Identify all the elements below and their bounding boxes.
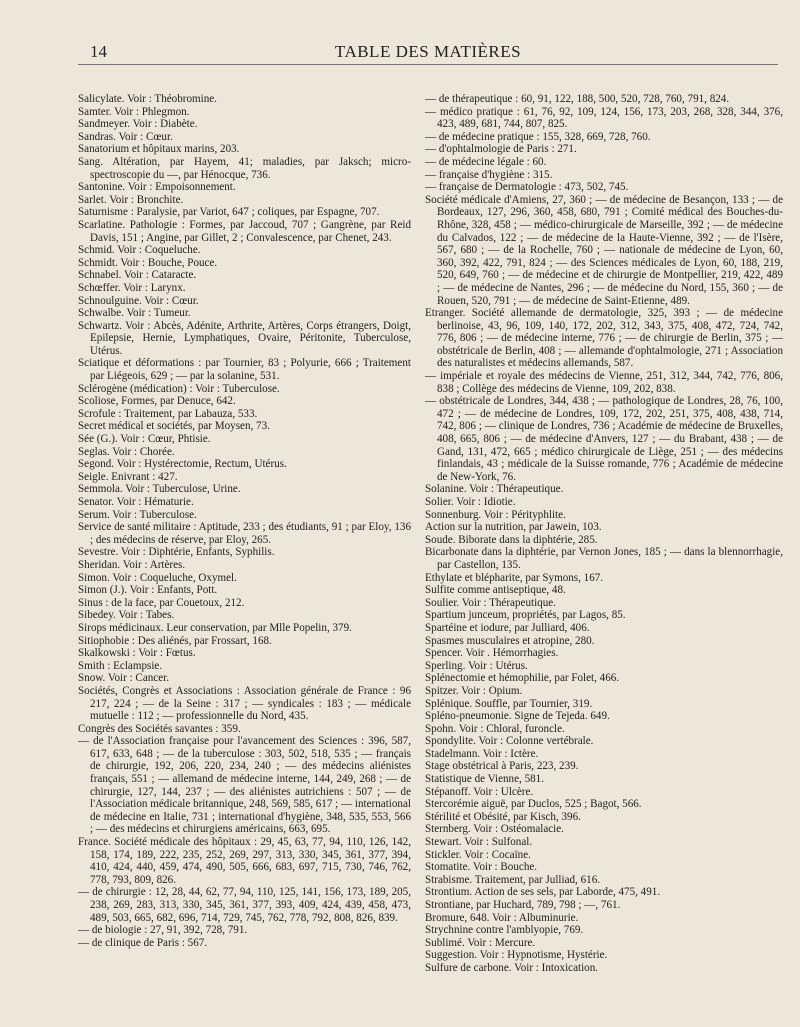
page-number: 14 xyxy=(90,42,107,61)
index-entry: Sciatique et déformations : par Tournier, 83 ; Polyurie, 666 ; Traitement par Liégeois, 629 ; — par la solanine, 531. xyxy=(78,357,411,383)
index-entry: — de chirurgie : 12, 28, 44, 62, 77, 94, 110, 125, 141, 156, 173, 189, 205, 238, 269, 283, 313, 330, 345, 361, 377, 393, 409, 424, 439, 458, 473, 489, 503, 665, 682, 696, 714, 729, 745, 762, 778, 792, 808, 826, 839. xyxy=(78,886,411,924)
index-entry: Schnoulguine. Voir : Cœur. xyxy=(78,294,199,307)
index-entry: Schmidt. Voir : Bouche, Pouce. xyxy=(78,256,218,269)
index-entry: Statistique de Vienne, 581. xyxy=(425,773,544,786)
index-entry: Stickler. Voir : Cocaïne. xyxy=(425,848,531,861)
index-entry: Spléno-pneumonie. Signe de Tejeda. 649. xyxy=(425,710,610,723)
index-entry: Sandmeyer. Voir : Diabète. xyxy=(78,118,198,131)
index-entry: Ethylate et blépharite, par Symons, 167. xyxy=(425,571,604,584)
index-entry: Semmola. Voir : Tuberculose, Urine. xyxy=(78,483,241,496)
index-entry: — de médecine légale : 60. xyxy=(425,155,547,168)
index-entry: Stomatite. Voir : Bouche. xyxy=(425,861,538,874)
index-entry: Senator. Voir : Hématurie. xyxy=(78,496,194,508)
index-entry: Strabisme. Traitement, par Julliad, 616. xyxy=(425,873,601,886)
index-entry: Spartium junceum, propriétés, par Lagos, 85. xyxy=(425,609,626,622)
index-entry: Splénectomie et hémophilie, par Folet, 466. xyxy=(425,672,620,685)
index-entry: Sevestre. Voir : Diphtérie, Enfants, Syphilis. xyxy=(78,546,275,559)
running-title: TABLE DES MATIÈRES xyxy=(334,42,522,61)
index-entry: Solier. Voir : Idiotie. xyxy=(425,496,516,508)
index-entry: Stercorémie aiguë, par Duclos, 525 ; Bagot, 566. xyxy=(425,798,642,811)
index-entry: — d'ophtalmologie de Paris : 271. xyxy=(425,143,577,156)
index-entry: Sociétés, Congrès et Associations : Association générale de France : 96 217, 224 ; — de la Seine : 317 ; — syndicales : 183 ; — médicale mutuelle : 112 ; — professionnelle du Nord, 435. xyxy=(78,684,411,723)
index-entry: Strychnine contre l'amblyopie, 769. xyxy=(425,924,584,937)
index-entry: Soulier. Voir : Thérapeutique. xyxy=(425,596,556,609)
index-entry: Salicylate. Voir : Théobromine. xyxy=(78,93,217,105)
index-entry: Spondylite. Voir : Colonne vertébrale. xyxy=(425,735,594,748)
index-entry: Schwartz. Voir : Abcès, Adénite, Arthrite, Artères, Corps étrangers, Doigt, Epilepsie, Hernie, Lymphatiques, Ovaire, Péritonite, Tuberculose, Utérus. xyxy=(78,319,411,357)
index-entry: Schwalbe. Voir : Tumeur. xyxy=(78,307,191,320)
index-entry: Suggestion. Voir : Hypnotisme, Hystérie. xyxy=(425,949,608,962)
index-entry: Samter. Voir : Phlegmon. xyxy=(78,105,190,118)
index-entry: Scoliose, Formes, par Denuce, 642. xyxy=(78,395,236,408)
index-entry: Snow. Voir : Cancer. xyxy=(78,672,170,685)
right-column xyxy=(425,93,783,975)
index-entry: Scarlatine. Pathologie : Formes, par Jaccoud, 707 ; Gangrène, par Reid Davis, 151 ; Angine, par Gillet, 2 ; Convalescence, par Chenet, 243. xyxy=(78,218,411,244)
index-entry: Seigle. Enivrant : 427. xyxy=(78,470,178,483)
index-entry: Service de santé militaire : Aptitude, 233 ; des étudiants, 91 ; par Eloy, 136 ; des médecins de réserve, par Eloy, 265. xyxy=(78,521,411,546)
index-entry: — médico pratique : 61, 76, 92, 109, 124, 156, 173, 203, 268, 328, 344, 376, 423, 489, 681, 744, 807, 825. xyxy=(425,105,783,131)
index-entry: — de l'Association française pour l'avancement des Sciences : 396, 587, 617, 633, 648 ; — de la tuberculose : 303, 502, 518, 535 ; — français de chirurgie, 192, 206, 220, 234, 240 ; — des médecins aliénistes français, 551 ; — allemand de médecine interne, 144, 249, 268 ; — de chirurgie, 127, 144, 237 ; — des aliénistes autrichiens : 507 ; — de l'Association médicale britannique, 248, 569, 585, 617 ; — international de médecine en Italie, 731 ; international d'hygiène, 348, 535, 553, 566 ; — des médecins et chirurgiens américains, 663, 695. xyxy=(78,735,411,836)
index-entry: Sarlet. Voir : Bronchite. xyxy=(78,193,184,206)
index-entry: — de médecine pratique : 155, 328, 669, 728, 760. xyxy=(425,130,651,143)
index-entry: Sheridan. Voir : Artères. xyxy=(78,558,186,571)
index-entry: Sitiophobie : Des aliénés, par Frossart, 168. xyxy=(78,634,272,647)
index-entry: Spasmes musculaires et atropine, 280. xyxy=(425,634,595,647)
index-entry: Sanatorium et hôpitaux marins, 203. xyxy=(78,143,240,156)
index-entry: Santonine. Voir : Empoisonnement. xyxy=(78,181,236,194)
index-entry: — obstétricale de Londres, 344, 438 ; — pathologique de Londres, 28, 76, 100, 472 ; — de médecine de Londres, 109, 172, 202, 251, 375, 408, 438, 714, 742, 806 ; — clinique de Londres, 736 ; Académie de médecine de Bruxelles, 408, 665, 806 ; — de médecine d'Anvers, 127 ; — du Brabant, 438 ; — de Gand, 131, 472, 665 ; médico chirurgicale de Liège, 251 ; — des médecins finlandais, 43 ; médicale de la Suisse romande, 776 ; Académie de médecine de New-York, 76. xyxy=(425,395,783,483)
index-entry: Simon (J.). Voir : Enfants, Pott. xyxy=(78,584,218,597)
index-entry: Scrofule : Traitement, par Labauza, 533. xyxy=(78,407,258,420)
index-entry: Spohn. Voir : Chloral, furoncle. xyxy=(425,722,565,735)
index-entry: Sulfure de carbone. Voir : Intoxication. xyxy=(425,961,599,974)
index-entry: Congrès des Sociétés savantes : 359. xyxy=(78,722,241,735)
index-entry: — française de Dermatologie : 473, 502, 745. xyxy=(425,181,629,194)
index-entry: Soude. Biborate dans la diphtérie, 285. xyxy=(425,533,598,546)
index-entry: Action sur la nutrition, par Jawein, 103. xyxy=(425,521,602,534)
index-entry: Skalkowski : Voir : Fœtus. xyxy=(78,647,196,660)
index-entry: Sonnenburg. Voir : Pérityphlite. xyxy=(425,508,566,521)
index-entry: Smith : Eclampsie. xyxy=(78,659,163,672)
index-entry: Bromure, 648. Voir : Albuminurie. xyxy=(425,911,579,924)
index-entry: Serum. Voir : Tuberculose. xyxy=(78,508,197,521)
index-entry: Stépanoff. Voir : Ulcère. xyxy=(425,785,534,798)
index-entry: Simon. Voir : Coqueluche, Oxymel. xyxy=(78,571,237,584)
index-entry: Schnabel. Voir : Cataracte. xyxy=(78,269,197,282)
index-entry: Spencer. Voir . Hémorrhagies. xyxy=(425,647,559,660)
index-entry: Sirops médicinaux. Leur conservation, par Mlle Popelin, 379. xyxy=(78,621,352,634)
index-entry: Etranger. Société allemande de dermatologie, 325, 393 ; — de médecine berlinoise, 43, 96, 109, 140, 172, 202, 312, 343, 375, 408, 472, 724, 742, 776, 806 ; — de médecine interne, 776 ; — de chirurgie de Berlin, 375 ; — obstétricale de Berlin, 408 ; — allemande d'ophtalmologie, 271 ; Association des naturalistes et médecins allemands, 587. xyxy=(425,307,783,370)
index-entry: Bicarbonate dans la diphtérie, par Vernon Jones, 185 ; — dans la blennorrhagie, par Castellon, 135. xyxy=(425,546,783,571)
index-entry: Sulfite comme antiseptique, 48. xyxy=(425,584,566,597)
index-entry: Sandras. Voir : Cœur. xyxy=(78,130,173,143)
left-column xyxy=(78,93,411,949)
index-entry: Schœffer. Voir : Larynx. xyxy=(78,281,186,294)
index-entry: — impériale et royale des médecins de Vienne, 251, 312, 344, 742, 776, 806, 838 ; Collège des médecins de Vienne, 109, 202, 838. xyxy=(425,370,783,395)
index-entry: Secret médical et sociétés, par Moysen, 73. xyxy=(78,420,270,433)
index-entry: Strontium. Action de ses sels, par Laborde, 475, 491. xyxy=(425,886,661,899)
index-entry: — française d'hygiène : 315. xyxy=(425,168,553,181)
index-entry: Sclérogène (médication) : Voir : Tuberculose. xyxy=(78,382,280,395)
index-entry: — de thérapeutique : 60, 91, 122, 188, 500, 520, 728, 760, 791, 824. xyxy=(425,93,730,105)
index-entry: — de biologie : 27, 91, 392, 728, 791. xyxy=(78,924,248,937)
index-entry: — de clinique de Paris : 567. xyxy=(78,936,208,949)
index-entry: Strontiane, par Huchard, 789, 798 ; —, 761. xyxy=(425,899,621,911)
index-entry: Segond. Voir : Hystérectomie, Rectum, Utérus. xyxy=(78,458,287,471)
index-entry: Solanine. Voir : Thérapeutique. xyxy=(425,483,564,496)
index-entry: Sternberg. Voir : Ostéomalacie. xyxy=(425,823,564,836)
index-entry: Stage obstétrical à Paris, 223, 239. xyxy=(425,760,579,773)
index-entry: Sibedey. Voir : Tabes. xyxy=(78,609,175,622)
index-entry: Schmid. Voir : Coqueluche. xyxy=(78,244,201,257)
index-entry: Sublimé. Voir : Mercure. xyxy=(425,936,536,949)
index-entry: Spitzer. Voir : Opium. xyxy=(425,684,523,697)
page-header xyxy=(78,38,778,65)
index-entry: Saturnisme : Paralysie, par Variot, 647 ; coliques, par Espagne, 707. xyxy=(78,206,380,219)
index-entry: France. Société médicale des hôpitaux : 29, 45, 63, 77, 94, 110, 126, 142, 158, 174, 189, 222, 235, 252, 269, 297, 313, 330, 345, 361, 377, 394, 410, 424, 440, 459, 474, 490, 505, 666, 683, 697, 715, 730, 746, 762, 778, 793, 809, 826. xyxy=(78,836,411,886)
index-entry: Stadelmann. Voir : Ictère. xyxy=(425,747,539,760)
index-entry: Sang. Altération, par Hayem, 41; maladies, par Jaksch; micro-spectroscopie du —, par Hénocque, 736. xyxy=(78,155,411,181)
index-entry: Splénique. Souffle, par Tournier, 319. xyxy=(425,697,593,710)
index-entry: Stewart. Voir : Sulfonal. xyxy=(425,836,533,849)
index-entry: Sinus : de la face, par Couetoux, 212. xyxy=(78,596,245,609)
index-entry: Société médicale d'Amiens, 27, 360 ; — de médecine de Besançon, 133 ; — de Bordeaux, 127, 296, 360, 458, 680, 791 ; Comité médical des Bouches-du-Rhône, 328, 458 ; — médico-chirurgicale de Marseille, 392 ; — de médecine du Calvados, 122 ; — de médecine de la Haute-Vienne, 392 ; — de l'Isère, 567, 680 ; — de la Rochelle, 760 ; — nationale de médecine de Lyon, 60, 360, 392, 422, 791, 824 ; — des Sciences médicales de Lyon, 60, 188, 219, 520, 649, 760 ; — de médecine et de chirurgie de Montpellier, 219, 422, 489 ; — de médecine de Nantes, 296 ; — de médecine du Nord, 155, 360 ; — de Rouen, 520, 791 ; — de médecine de Saint-Etienne, 489. xyxy=(425,193,783,307)
index-entry: Stérilité et Obésité, par Kisch, 396. xyxy=(425,810,581,823)
index-entry: Spartéine et iodure, par Julliard, 406. xyxy=(425,621,590,634)
index-entry: Seglas. Voir : Chorée. xyxy=(78,445,175,458)
index-entry: Sée (G.). Voir : Cœur, Phtisie. xyxy=(78,433,211,446)
index-entry: Sperling. Voir : Utérus. xyxy=(425,659,528,672)
